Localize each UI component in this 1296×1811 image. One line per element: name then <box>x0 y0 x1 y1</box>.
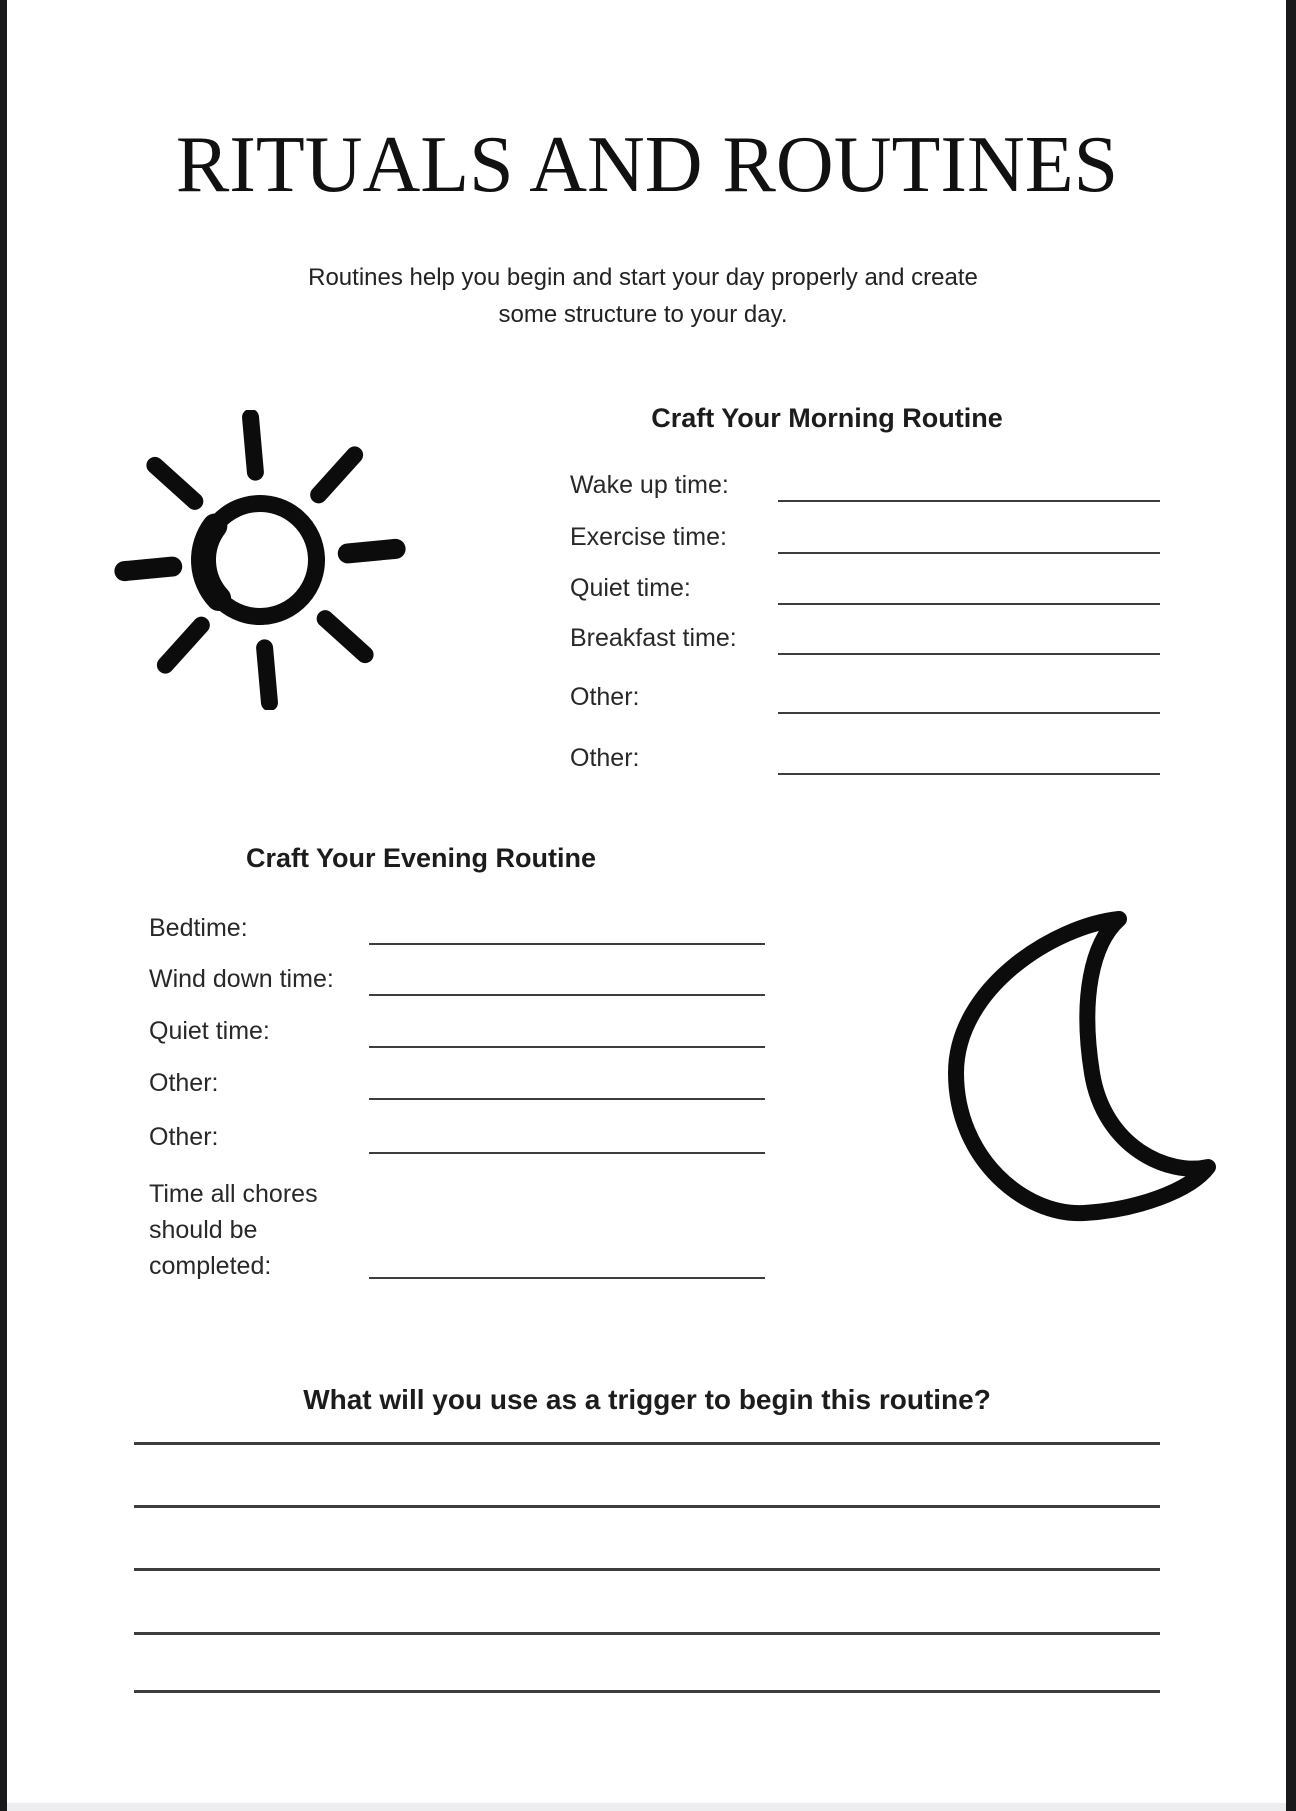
subtitle-line: some structure to your day. <box>498 301 788 328</box>
input-line[interactable] <box>369 994 765 996</box>
moon-icon <box>944 908 1224 1223</box>
input-line[interactable] <box>778 773 1160 775</box>
field-label: Other: <box>570 683 640 711</box>
field-label: Time all chores should be completed: <box>149 1180 318 1280</box>
input-line[interactable] <box>778 552 1160 554</box>
morning-section-heading: Craft Your Morning Routine <box>651 403 1003 433</box>
field-label: Bedtime: <box>149 914 248 942</box>
field-label: Quiet time: <box>570 574 691 602</box>
input-line[interactable] <box>369 1152 765 1154</box>
sun-icon <box>100 410 410 710</box>
input-line[interactable] <box>778 712 1160 714</box>
input-line[interactable] <box>369 943 765 945</box>
answer-line[interactable] <box>134 1632 1160 1635</box>
page-bottom-strip <box>7 1803 1286 1811</box>
evening-section-heading: Craft Your Evening Routine <box>245 843 597 873</box>
page-right-edge <box>1286 0 1296 1811</box>
field-label: Quiet time: <box>149 1017 270 1045</box>
field-label: Other: <box>149 1123 219 1151</box>
page-subtitle <box>8 259 1278 333</box>
page-left-edge <box>0 0 7 1811</box>
input-line[interactable] <box>369 1277 765 1279</box>
field-label: Other: <box>570 744 640 772</box>
field-label: Wind down time: <box>149 965 334 993</box>
input-line[interactable] <box>778 603 1160 605</box>
input-line[interactable] <box>778 653 1160 655</box>
input-line[interactable] <box>778 500 1160 502</box>
page-title: RITUALS AND ROUTINES <box>175 121 1119 209</box>
field-label: Breakfast time: <box>570 624 737 652</box>
trigger-question: What will you use as a trigger to begin this routine? <box>303 1384 991 1415</box>
answer-line[interactable] <box>134 1690 1160 1693</box>
field-label: Wake up time: <box>570 471 729 499</box>
answer-line[interactable] <box>134 1442 1160 1445</box>
input-line[interactable] <box>369 1098 765 1100</box>
field-label: Exercise time: <box>570 523 727 551</box>
answer-line[interactable] <box>134 1505 1160 1508</box>
subtitle-line: Routines help you begin and start your day properly and create <box>308 264 978 291</box>
answer-line[interactable] <box>134 1568 1160 1571</box>
field-label: Other: <box>149 1069 219 1097</box>
input-line[interactable] <box>369 1046 765 1048</box>
